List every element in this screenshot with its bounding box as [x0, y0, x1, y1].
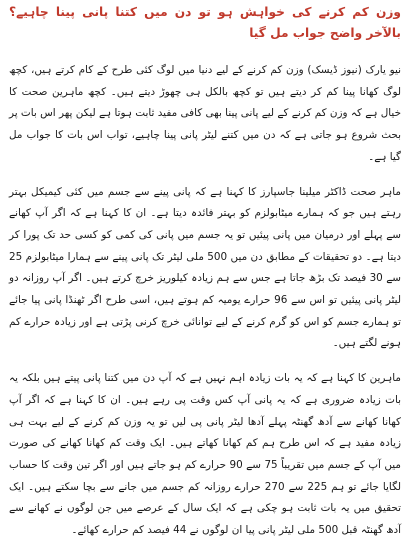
article-paragraph: نیو یارک (نیوز ڈیسک) وزن کم کرنے کے لیے دنیا میں لوگ کئی طرح کے کام کرتے ہیں، کچھ لوگ کھانا پینا کم کر دیتے ہیں تو کچھ بالکل ہی چھوڑ دیتے ہیں۔ کچھ ماہرین صحت کا خیال ہے کہ وزن کم کرنے کے لیے پانی پینا بھی کافی مفید ثابت ہوتا ہے لیکن پھر اس بات پر بحث شروع ہو جاتی ہے کہ دن میں کتنے لیٹر پانی پینا چاہیے، تواب اس بات کا جواب مل گیا ہے۔ [9, 64, 401, 163]
article-headline: وزن کم کرنے کی خواہش ہو تو دن میں کتنا پانی پینا چاہیے؟ بالآخر واضح جواب مل گیا [9, 5, 401, 40]
article-paragraph: ماہرین کا کہنا ہے کہ یہ بات زیادہ اہم نہیں ہے کہ آپ دن میں کتنا پانی پیتے ہیں بلکہ یہ بات زیادہ ضروری ہے کہ یہ پانی آپ کس وقت پی رہے ہیں۔ ان کا کہنا ہے کہ اگر آپ کھانا کھانے سے آدھ گھنٹہ پہلے آدھا لیٹر پانی پی لیں تو یہ وزن کم کرنے کے لیے بہت ہی زیادہ مفید ہے کہ اس طرح ہم کم کھانا کھاتے ہیں۔ ایک وقت کم کھانا کھانے کی صورت میں آپ کے جسم میں تقریباً 75 سے 90 حرارے کم ہو جاتے ہیں اور اگر تین وقت کا حساب لگایا جائے تو ہم 225 سے 270 حرارے روزانہ کم جسم میں جانے سے بچا سکتے ہیں۔ ایک تحقیق میں یہ بات ثابت ہو چکی ہے کہ ایک سال کے عرصے میں جن لوگوں نے کھانے سے آدھ گھنٹہ قبل 500 ملی لیٹر پانی پیا ان لوگوں نے 44 فیصد کم حرارے کھائے۔ [9, 372, 401, 537]
article-paragraph: ماہر صحت ڈاکٹر میلینا جاسپارز کا کہنا ہے کہ پانی پینے سے جسم میں کئی کیمیکل بہتر رہتے ہیں جو کہ ہمارے میٹابولزم کو بہتر فائدہ دیتا ہے۔ ان کا کہنا ہے کہ اگر آپ کھانے سے پہلے اور درمیان میں پانی پیئیں تو یہ جسم میں پانی کی کمی کو کسی حد تک پورا کر دیتا ہے۔ دو تحقیقات کے مطابق دن میں 500 ملی لیٹر تک پانی پینے سے ہمارا میٹابولزم 25 سے 30 فیصد تک بڑھ جاتا ہے جس سے ہم زیادہ کیلوریز خرچ کرتے ہیں۔ اگر آپ روزانہ دو لیٹر پانی پیئیں تو اس سے 96 حرارے یومیہ کم ہوتے ہیں، اسی طرح اگر ٹھنڈا پانی پیا جائے تو ہمارے جسم کو اس کو گرم کرنے کے لیے توانائی خرچ کرنی پڑتی ہے اور زیادہ حرارے کم ہونے لگتے ہیں۔ [9, 185, 401, 350]
